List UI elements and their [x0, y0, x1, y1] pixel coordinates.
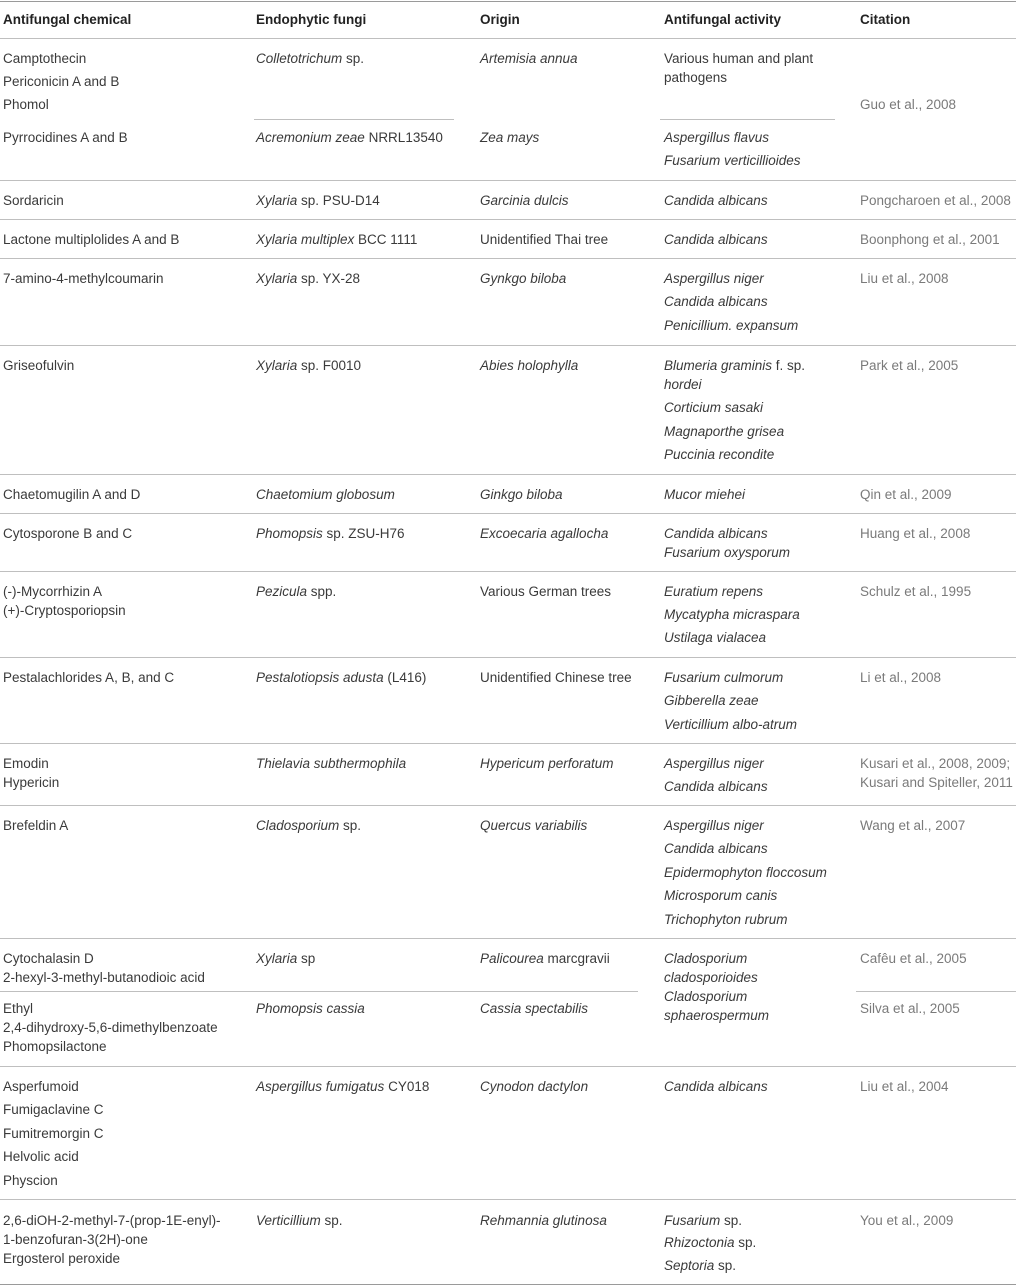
activity-cell: Candida albicans: [664, 526, 768, 541]
activity-cell: Mycatypha micraspara: [664, 607, 800, 622]
chemical-cell: Fumitremorgin C: [3, 1126, 104, 1141]
activity-cell: Candida albicans: [664, 193, 768, 208]
chemical-cell: Ergosterol peroxide: [3, 1251, 121, 1266]
origin-cell: Artemisia annua: [480, 51, 578, 66]
row-rule: [0, 180, 1016, 181]
activity-cell: hordei: [664, 377, 702, 392]
activity-cell: Aspergillus niger: [664, 756, 764, 771]
citation-cell: Park et al., 2005: [860, 358, 959, 373]
activity-cell: Fusarium verticillioides: [664, 153, 801, 168]
fungi-cell: Xylaria sp. YX-28: [256, 271, 361, 286]
header-chemical: Antifungal chemical: [3, 12, 132, 27]
activity-cell: Microsporum canis: [664, 888, 778, 903]
origin-cell: Cynodon dactylon: [480, 1079, 589, 1094]
activity-cell: Septoria sp.: [664, 1258, 737, 1273]
subrule-r12-left: [0, 991, 638, 992]
row-rule: [0, 805, 1016, 806]
row-rule: [0, 258, 1016, 259]
activity-cell: Ustilaga vialacea: [664, 630, 767, 645]
chemical-cell: Ethyl: [3, 1001, 34, 1016]
fungi-cell: Colletotrichum sp.: [256, 51, 365, 66]
activity-cell: Candida albicans: [664, 1079, 768, 1094]
chemical-cell: Brefeldin A: [3, 818, 69, 833]
origin-cell: Ginkgo biloba: [480, 487, 563, 502]
chemical-cell: Pestalachlorides A, B, and C: [3, 670, 175, 685]
chemical-cell: 7-amino-4-methylcoumarin: [3, 271, 164, 286]
activity-cell: Trichophyton rubrum: [664, 912, 788, 927]
citation-cell: Cafêu et al., 2005: [860, 951, 967, 966]
activity-cell: Puccinia recondite: [664, 447, 775, 462]
chemical-cell: Chaetomugilin A and D: [3, 487, 141, 502]
activity-cell: Cladosporium: [664, 989, 748, 1004]
row-rule: [0, 513, 1016, 514]
origin-cell: Excoecaria agallocha: [480, 526, 609, 541]
header-origin: Origin: [480, 12, 520, 27]
row-rule: [0, 1066, 1016, 1067]
origin-cell: Abies holophylla: [480, 358, 579, 373]
top-rule: [0, 1, 1016, 2]
fungi-cell: Acremonium zeae NRRL13540: [256, 130, 443, 145]
origin-cell: Rehmannia glutinosa: [480, 1213, 607, 1228]
chemical-cell: Phomol: [3, 97, 49, 112]
header-fungi: Endophytic fungi: [256, 12, 367, 27]
fungi-cell: Thielavia subthermophila: [256, 756, 407, 771]
activity-cell: Fusarium oxysporum: [664, 545, 791, 560]
row-rule: [0, 1199, 1016, 1200]
origin-cell: Unidentified Chinese tree: [480, 670, 632, 685]
chemical-cell: Physcion: [3, 1173, 58, 1188]
origin-cell: Garcinia dulcis: [480, 193, 569, 208]
origin-cell: Hypericum perforatum: [480, 756, 614, 771]
activity-cell: Gibberella zeae: [664, 693, 759, 708]
citation-cell: Li et al., 2008: [860, 670, 942, 685]
origin-cell: Zea mays: [480, 130, 540, 145]
header-citation: Citation: [860, 12, 911, 27]
chemical-cell: 2,6-diOH-2-methyl-7-(prop-1E-enyl)-: [3, 1213, 221, 1228]
fungi-cell: Pestalotiopsis adusta (L416): [256, 670, 427, 685]
activity-cell: Aspergillus niger: [664, 818, 764, 833]
chemical-cell: Phomopsilactone: [3, 1039, 107, 1054]
activity-cell: Candida albicans: [664, 841, 768, 856]
activity-cell: Fusarium sp.: [664, 1213, 743, 1228]
citation-cell: Wang et al., 2007: [860, 818, 966, 833]
activity-cell: Rhizoctonia sp.: [664, 1235, 757, 1250]
fungi-cell: Pezicula spp.: [256, 584, 337, 599]
fungi-cell: Cladosporium sp.: [256, 818, 362, 833]
citation-cell: Liu et al., 2004: [860, 1079, 949, 1094]
activity-cell: Candida albicans: [664, 779, 768, 794]
activity-cell: sphaerospermum: [664, 1008, 770, 1023]
chemical-cell: Emodin: [3, 756, 49, 771]
chemical-cell: Asperfumoid: [3, 1079, 79, 1094]
row-rule: [0, 571, 1016, 572]
chemical-cell: Hypericin: [3, 775, 60, 790]
fungi-cell: Xylaria sp. F0010: [256, 358, 362, 373]
citation-cell: Huang et al., 2008: [860, 526, 971, 541]
origin-cell: Cassia spectabilis: [480, 1001, 589, 1016]
row-rule: [0, 219, 1016, 220]
chemical-cell: 2,4-dihydroxy-5,6-dimethylbenzoate: [3, 1020, 218, 1035]
activity-cell: Blumeria graminis f. sp.: [664, 358, 806, 373]
fungi-cell: Xylaria multiplex BCC 1111: [256, 232, 418, 247]
origin-cell: Gynkgo biloba: [480, 271, 567, 286]
activity-cell: Various human and plant: [664, 51, 814, 66]
chemical-cell: Cytosporone B and C: [3, 526, 133, 541]
citation-cell: Boonphong et al., 2001: [860, 232, 1000, 247]
chemical-cell: Fumigaclavine C: [3, 1102, 104, 1117]
activity-cell: Euratium repens: [664, 584, 764, 599]
subrule-r12-citation: [856, 991, 1016, 992]
fungi-cell: Verticillium sp.: [256, 1213, 343, 1228]
fungi-cell: Xylaria sp: [256, 951, 316, 966]
activity-cell: pathogens: [664, 70, 728, 85]
bottom-rule: [0, 1284, 1016, 1285]
citation-cell: Kusari et al., 2008, 2009;: [860, 756, 1011, 771]
citation-cell: Liu et al., 2008: [860, 271, 949, 286]
activity-cell: cladosporioides: [664, 970, 758, 985]
citation-cell: You et al., 2009: [860, 1213, 954, 1228]
citation-cell: Qin et al., 2009: [860, 487, 952, 502]
activity-cell: Epidermophyton floccosum: [664, 865, 827, 880]
chemical-cell: (-)-Mycorrhizin A: [3, 584, 103, 599]
chemical-cell: 1-benzofuran-3(2H)-one: [3, 1232, 148, 1247]
chemical-cell: (+)-Cryptosporiopsin: [3, 603, 126, 618]
activity-cell: Penicillium. expansum: [664, 318, 799, 333]
citation-cell: Silva et al., 2005: [860, 1001, 960, 1016]
citation-cell: Kusari and Spiteller, 2011: [860, 775, 1013, 790]
chemical-cell: Camptothecin: [3, 51, 87, 66]
citation-cell: Guo et al., 2008: [860, 97, 957, 112]
chemical-cell: 2-hexyl-3-methyl-butanodioic acid: [3, 970, 205, 985]
fungi-cell: Chaetomium globosum: [256, 487, 395, 502]
chemical-cell: Lactone multiplolides A and B: [3, 232, 180, 247]
activity-cell: Mucor miehei: [664, 487, 746, 502]
activity-cell: Aspergillus niger: [664, 271, 764, 286]
chemical-cell: Sordaricin: [3, 193, 64, 208]
subrule-r1-fungi: [254, 119, 454, 120]
origin-cell: Various German trees: [480, 584, 612, 599]
activity-cell: Candida albicans: [664, 232, 768, 247]
chemical-cell: Griseofulvin: [3, 358, 75, 373]
citation-cell: Schulz et al., 1995: [860, 584, 972, 599]
row-rule: [0, 938, 1016, 939]
fungi-cell: Phomopsis cassia: [256, 1001, 365, 1016]
activity-cell: Cladosporium: [664, 951, 748, 966]
row-rule: [0, 657, 1016, 658]
header-activity: Antifungal activity: [664, 12, 782, 27]
origin-cell: Unidentified Thai tree: [480, 232, 609, 247]
header-rule: [0, 38, 1016, 39]
row-rule: [0, 743, 1016, 744]
activity-cell: Candida albicans: [664, 294, 768, 309]
fungi-cell: Xylaria sp. PSU-D14: [256, 193, 380, 208]
row-rule: [0, 345, 1016, 346]
chemical-cell: Periconicin A and B: [3, 74, 120, 89]
chemical-cell: Pyrrocidines A and B: [3, 130, 128, 145]
chemical-cell: Cytochalasin D: [3, 951, 94, 966]
activity-cell: Magnaporthe grisea: [664, 424, 785, 439]
activity-cell: Verticillium albo-atrum: [664, 717, 798, 732]
origin-cell: Palicourea marcgravii: [480, 951, 610, 966]
row-rule: [0, 474, 1016, 475]
fungi-cell: Aspergillus fumigatus CY018: [256, 1079, 430, 1094]
activity-cell: Corticium sasaki: [664, 400, 764, 415]
activity-cell: Aspergillus flavus: [664, 130, 770, 145]
origin-cell: Quercus variabilis: [480, 818, 588, 833]
activity-cell: Fusarium culmorum: [664, 670, 784, 685]
chemical-cell: Helvolic acid: [3, 1149, 79, 1164]
subrule-r1-activity: [660, 119, 835, 120]
citation-cell: Pongcharoen et al., 2008: [860, 193, 1011, 208]
fungi-cell: Phomopsis sp. ZSU-H76: [256, 526, 405, 541]
